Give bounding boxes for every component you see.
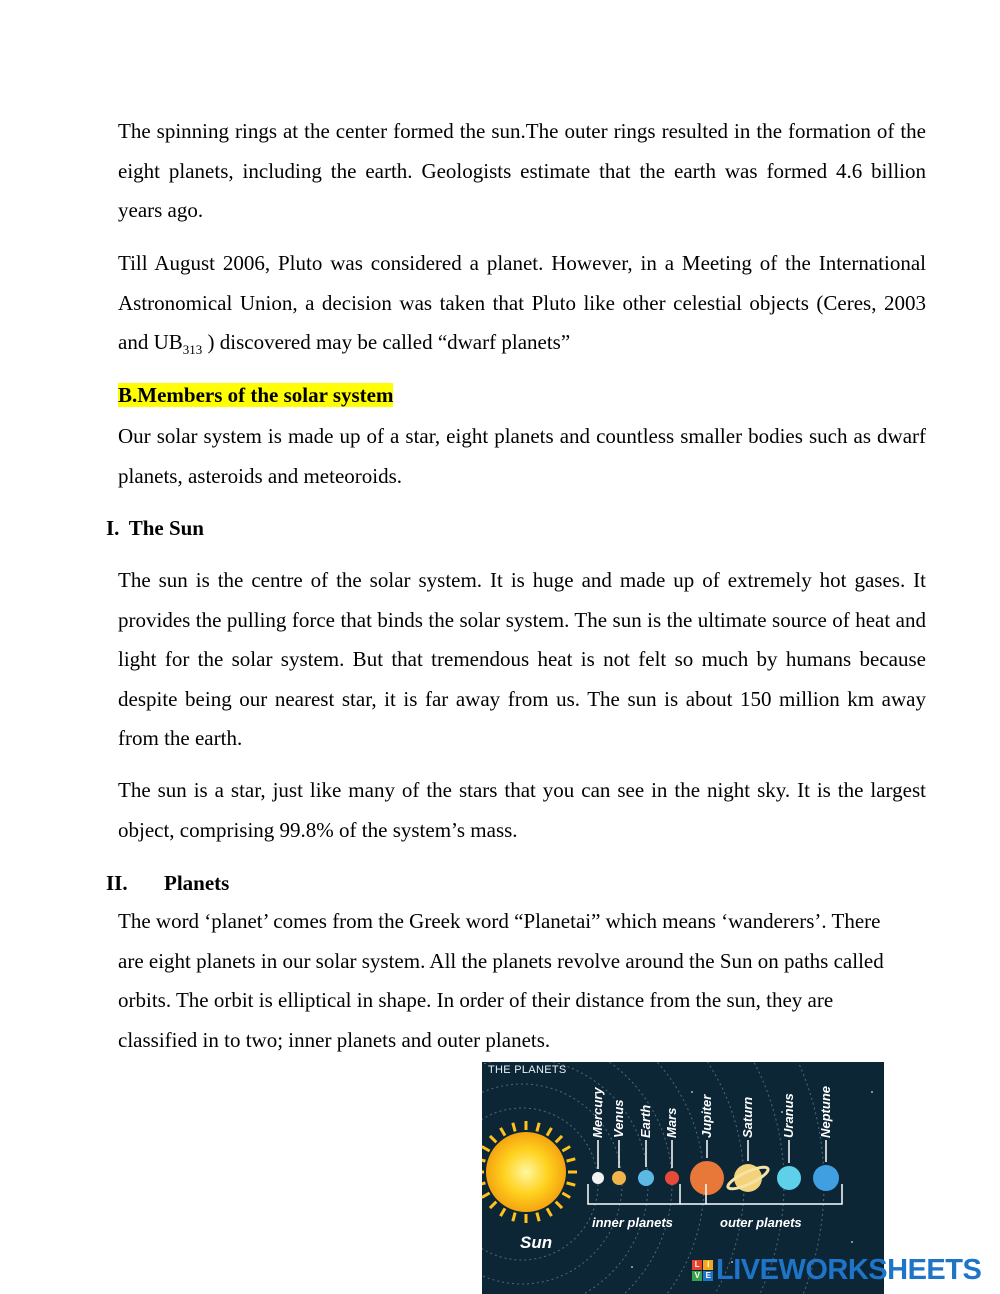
- section-b-heading: [118, 381, 393, 409]
- sun-heading: [106, 514, 204, 542]
- planet-label-mars: Mars: [664, 1107, 679, 1138]
- planets-heading-title: Planets: [164, 871, 230, 895]
- sun-ray: [501, 1208, 506, 1216]
- figure-title: THE PLANETS: [488, 1064, 567, 1076]
- planet-mercury: [592, 1172, 604, 1184]
- watermark-works: WORK: [778, 1253, 869, 1286]
- sun-paragraph-2: The sun is a star, just like many of the stars that you can see in the night sky. It is the largest object, comprising 99.8% of the system’s mass.: [118, 778, 926, 842]
- planet-earth: [638, 1170, 654, 1186]
- planet-label-earth: Earth: [638, 1104, 653, 1138]
- sun-ray: [556, 1202, 562, 1208]
- sun-ray: [513, 1123, 515, 1132]
- planet-neptune: [813, 1165, 839, 1191]
- sun-ray: [547, 1128, 552, 1136]
- sun-ray: [501, 1128, 506, 1136]
- sun-ray: [547, 1208, 552, 1216]
- watermark-live: LIVE: [716, 1253, 779, 1286]
- planet-label-neptune: Neptune: [818, 1086, 833, 1138]
- sun-heading-marker: I.: [106, 516, 120, 540]
- pluto-text-end: ) discovered may be called “dwarf planets”: [202, 330, 571, 355]
- watermark-sheets: SHEETS: [868, 1253, 982, 1286]
- planet-jupiter: [690, 1161, 724, 1195]
- sun-ray: [482, 1193, 490, 1198]
- planets-heading: [106, 869, 230, 897]
- sun-ray: [513, 1213, 515, 1222]
- planets-heading-marker: II.: [106, 871, 128, 895]
- inner-planets-label: inner planets: [592, 1215, 673, 1230]
- pluto-text: Till August 2006, Pluto was considered a planet. However, in a Meeting of the International Astronomical Union, a decision was taken that Pluto like other celestial objects (Ceres, 2003 and UB: [118, 251, 926, 355]
- planet-uranus: [777, 1166, 801, 1190]
- sun-ray: [482, 1147, 490, 1152]
- planet-label-uranus: Uranus: [781, 1093, 796, 1138]
- solar-system-paragraph: Our solar system is made up of a star, eight planets and countless smaller bodies such as dwarf planets, asteroids and meteoroids.: [118, 424, 926, 488]
- outer-planets-label: outer planets: [720, 1215, 802, 1230]
- logo-letter-i: I: [703, 1260, 713, 1270]
- sun-ray: [567, 1159, 576, 1161]
- planet-venus: [612, 1171, 626, 1185]
- sun-heading-title: The Sun: [128, 516, 204, 540]
- sun-ray: [537, 1213, 539, 1222]
- planet-mars: [665, 1171, 679, 1185]
- section-b-marker: B.: [118, 383, 138, 407]
- liveworksheets-logo-icon: [692, 1260, 713, 1281]
- planets-paragraph: The word ‘planet’ comes from the Greek word “Planetai” which means ‘wanderers’. There are eight planets in our solar system. All the planets revolve around the Sun on paths called orbits. The orbit is elliptical in shape. In order of their distance from the sun, they are classified in to two; inner planets and outer planets.: [118, 909, 884, 1052]
- planet-label-saturn: Saturn: [740, 1096, 755, 1138]
- sun-label: Sun: [520, 1233, 553, 1252]
- sun-ray: [490, 1202, 496, 1208]
- sun-ray: [482, 1183, 485, 1185]
- sun-ray: [537, 1123, 539, 1132]
- sun-ray: [556, 1136, 562, 1142]
- section-b-title: Members of the solar system: [137, 383, 394, 407]
- pluto-paragraph: [118, 244, 926, 370]
- intro-paragraph: The spinning rings at the center formed the sun.The outer rings resulted in the formation of the eight planets, including the earth. Geologists estimate that the earth was formed 4.6 billion years ago.: [118, 119, 926, 223]
- logo-letter-e: E: [703, 1271, 713, 1281]
- planet-label-mercury: Mercury: [590, 1087, 605, 1138]
- planet-markers: [590, 1086, 839, 1195]
- sun-ray: [567, 1183, 576, 1185]
- planet-label-jupiter: Jupiter: [699, 1094, 714, 1138]
- sun-ray: [562, 1147, 570, 1152]
- sun-ray: [482, 1159, 485, 1161]
- liveworksheets-watermark: [692, 1254, 981, 1286]
- sun-ray: [562, 1193, 570, 1198]
- sun-ray: [490, 1136, 496, 1142]
- logo-letter-v: V: [692, 1271, 702, 1281]
- ub-subscript: 313: [182, 342, 203, 358]
- planet-label-venus: Venus: [611, 1099, 626, 1138]
- sun-shape: [482, 1121, 577, 1223]
- sun-paragraph-1: The sun is the centre of the solar system. It is huge and made up of extremely hot gases. It provides the pulling force that binds the solar system. The sun is the ultimate source of heat and light for the solar system. But that tremendous heat is not felt so much by humans because despite being our nearest star, it is far away from us. The sun is about 150 million km away from the earth.: [118, 568, 926, 751]
- logo-letter-l: L: [692, 1260, 702, 1270]
